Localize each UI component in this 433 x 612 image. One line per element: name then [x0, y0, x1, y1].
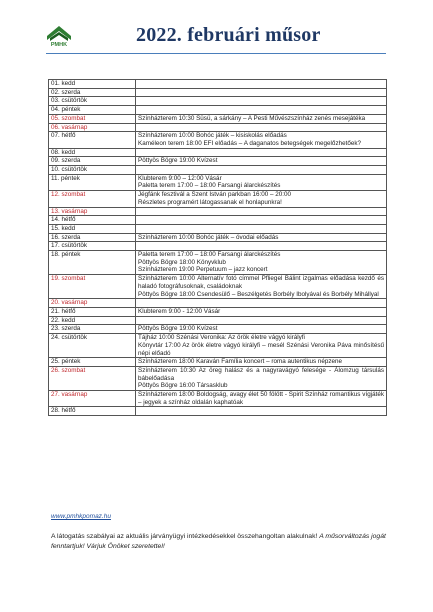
table-row: [49, 299, 387, 308]
events-cell: [136, 358, 387, 367]
event-line: Tájház 10:00 Szénási Veronika: Az örök életre vágyó királyfi: [138, 334, 305, 342]
table-row: [49, 275, 387, 299]
table-row: [49, 251, 387, 275]
day-cell: 21. hétfő: [49, 307, 136, 316]
event-line: Színházterem 10:00 Bohóc játék – kisiskolás előadás: [138, 132, 287, 140]
events-cell: [136, 106, 387, 115]
day-cell: 15. kedd: [49, 224, 136, 233]
day-cell: 03. csütörtök: [49, 97, 136, 106]
event-line: Könyvtár 17:00 Az örök életre vágyó királyfi – mesél Szénási Veronika Páva minősítésű népi előadó: [138, 341, 384, 357]
events-cell: [136, 242, 387, 251]
event-line: Paletta terem 17:00 – 18:00 Farsangi álarckészítés: [138, 251, 281, 259]
table-row: [49, 316, 387, 325]
day-cell: 28. hétfő: [49, 407, 136, 416]
events-cell: [136, 114, 387, 123]
table-row: [49, 106, 387, 115]
event-line: Színházterem 10:30 Süsü, a sárkány – A Pesti Művészszínház zenés mesejátéka: [138, 114, 366, 122]
events-cell: [136, 366, 387, 390]
events-cell: [136, 334, 387, 358]
table-row: [49, 157, 387, 166]
event-line: Kaméleon terem 18:00 EFI előadás – A daganatos betegségek megelőzhetőek?: [138, 139, 361, 147]
day-cell: 10. csütörtök: [49, 166, 136, 175]
events-cell: [136, 88, 387, 97]
page-header: [46, 22, 386, 54]
event-line: Színházterem 19:00 Perpetuum – jazz koncert: [138, 266, 268, 274]
events-cell: [136, 80, 387, 89]
day-cell: 18. péntek: [49, 251, 136, 275]
table-row: [49, 358, 387, 367]
page-title: 2022. februári műsor: [136, 24, 321, 46]
events-cell: [136, 148, 387, 157]
table-row: [49, 366, 387, 390]
day-cell: 02. szerda: [49, 88, 136, 97]
table-row: [49, 407, 387, 416]
event-line: Klubterem 9:00 – 12:00 Vásár: [138, 174, 222, 182]
events-cell: [136, 123, 387, 132]
event-line: Színházterem 18:00 Boldogság, avagy élet 50 fölött - Spirit Színház romantikus vígjáték – jegyek a színház oldalán kaphatóak: [138, 391, 384, 406]
events-cell: [136, 275, 387, 299]
events-cell: [136, 174, 387, 190]
event-line: Jégfánk fesztivál a Szent István parkban 16:00 – 20:00: [138, 191, 291, 199]
day-cell: 13. vasárnap: [49, 207, 136, 216]
event-line: Pöttyös Bögre 19:00 Kvízest: [138, 157, 218, 165]
day-cell: 27. vasárnap: [49, 391, 136, 407]
day-cell: 24. csütörtök: [49, 334, 136, 358]
table-row: [49, 233, 387, 242]
table-row: [49, 216, 387, 225]
table-row: [49, 207, 387, 216]
footer-note-text: A látogatás szabályai az aktuális járványügyi intézkedésekkel összehangoltan alakulnak!: [51, 533, 320, 540]
day-cell: 05. szombat: [49, 114, 136, 123]
events-cell: [136, 391, 387, 407]
table-row: [49, 325, 387, 334]
table-row: [49, 224, 387, 233]
events-cell: [136, 97, 387, 106]
day-cell: 04. péntek: [49, 106, 136, 115]
footer-note: [51, 532, 386, 551]
header-divider: [46, 53, 386, 54]
website-link[interactable]: www.pmhkpomaz.hu: [51, 513, 111, 520]
day-cell: 12. szombat: [49, 191, 136, 207]
event-line: Pöttyös Bögre 16:00 Társasklub: [138, 382, 228, 390]
day-cell: 11. péntek: [49, 174, 136, 190]
table-row: [49, 334, 387, 358]
day-cell: 25. péntek: [49, 358, 136, 367]
day-cell: 16. szerda: [49, 233, 136, 242]
event-line: Színházterem 10:30 Az öreg halász és a nagyravágyó felesége - Álomzug társulás bábelőadása: [138, 366, 384, 382]
footer-note-italic: A műsorváltozás jogát fenntartjuk! Várjuk Önöket szeretettel!: [51, 533, 386, 550]
events-cell: [136, 251, 387, 275]
event-line: Részletes programért látogassanak el honlapunkra!: [138, 198, 282, 206]
program-table: [48, 79, 387, 416]
day-cell: 22. kedd: [49, 316, 136, 325]
table-row: [49, 114, 387, 123]
events-cell: [136, 325, 387, 334]
events-cell: [136, 224, 387, 233]
day-cell: 09. szerda: [49, 157, 136, 166]
day-cell: 06. vasárnap: [49, 123, 136, 132]
table-row: [49, 80, 387, 89]
day-cell: 23. szerda: [49, 325, 136, 334]
day-cell: 17. csütörtök: [49, 242, 136, 251]
day-cell: 19. szombat: [49, 275, 136, 299]
event-line: Pöttyös Bögre 18:00 Könyvklub: [138, 258, 226, 266]
events-cell: [136, 216, 387, 225]
day-cell: 07. hétfő: [49, 132, 136, 148]
day-cell: 26. szombat: [49, 366, 136, 390]
day-cell: 08. kedd: [49, 148, 136, 157]
events-cell: [136, 407, 387, 416]
day-cell: 01. kedd: [49, 80, 136, 89]
table-row: [49, 242, 387, 251]
event-line: Színházterem 18:00 Karaván Família koncert – roma autentikus népzene: [138, 358, 343, 366]
events-cell: [136, 316, 387, 325]
events-cell: [136, 132, 387, 148]
day-cell: 20. vasárnap: [49, 299, 136, 308]
event-line: Paletta terem 17:00 – 18:00 Farsangi álarckészítés: [138, 182, 281, 190]
events-cell: [136, 191, 387, 207]
table-row: [49, 191, 387, 207]
events-cell: [136, 207, 387, 216]
table-row: [49, 148, 387, 157]
events-cell: [136, 233, 387, 242]
event-line: Színházterem 10:00 Alternatív fotó címmel Pfliegel Bálint izgalmas előadása kezdő és haladó fotográfusoknak, családoknak: [138, 275, 384, 290]
event-line: Színházterem 10:00 Bohóc játék – óvodai előadás: [138, 233, 279, 241]
events-cell: [136, 157, 387, 166]
pmhk-logo: [46, 24, 72, 48]
table-row: [49, 307, 387, 316]
table-row: [49, 132, 387, 148]
events-cell: [136, 307, 387, 316]
table-row: [49, 97, 387, 106]
event-line: Pöttyös Bögre 19:00 Kvízest: [138, 325, 218, 333]
table-row: [49, 123, 387, 132]
table-row: [49, 391, 387, 407]
table-row: [49, 166, 387, 175]
day-cell: 14. hétfő: [49, 216, 136, 225]
logo-text: PMHK: [50, 42, 68, 48]
event-line: Klubterem 9:00 - 12:00 Vásár: [138, 307, 221, 315]
events-cell: [136, 166, 387, 175]
events-cell: [136, 299, 387, 308]
table-row: [49, 174, 387, 190]
table-row: [49, 88, 387, 97]
event-line: Pöttyös Bögre 18:00 Csendesülő – Beszélgetés Borbély Ibolyával és Borbély Mihállyal: [138, 290, 379, 298]
